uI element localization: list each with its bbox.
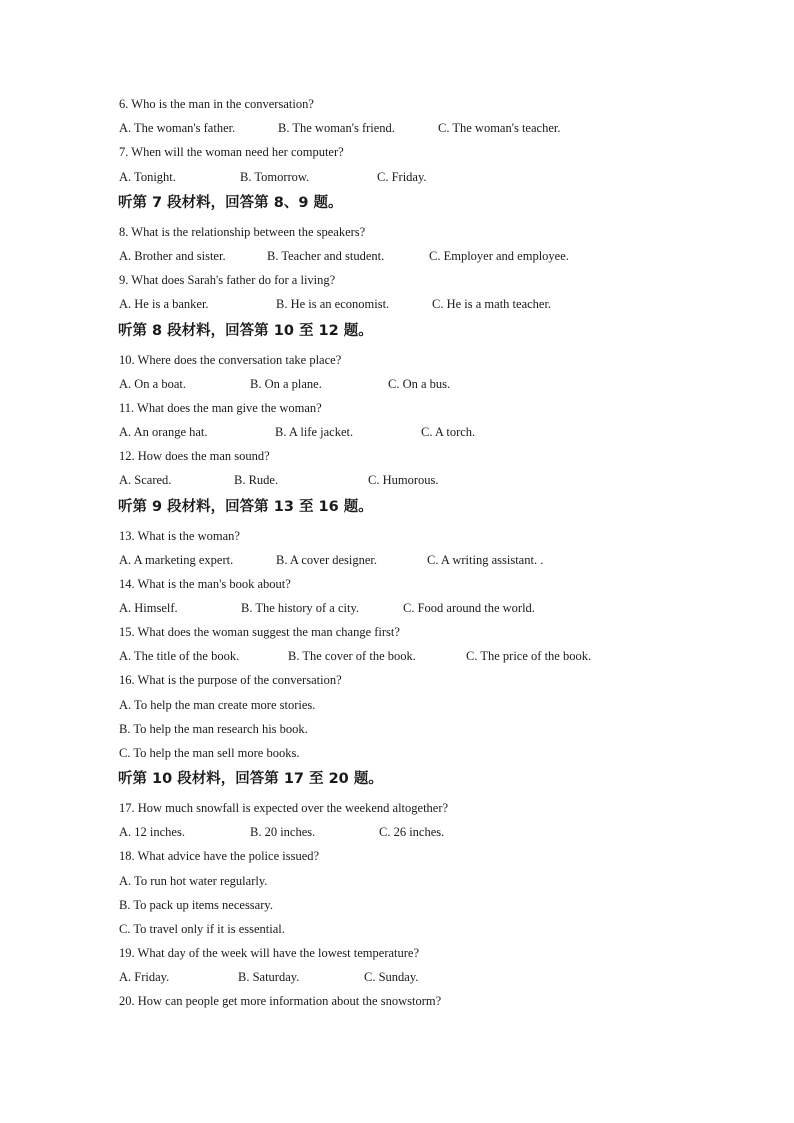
- option-c: C. A writing assistant. .: [427, 553, 544, 567]
- option-b: B. 20 inches.: [250, 825, 316, 839]
- option-b: B. A life jacket.: [275, 425, 354, 439]
- question-8: 8. What is the relationship between the speakers?: [119, 225, 366, 239]
- question-20: 20. How can people get more information about the snowstorm?: [119, 994, 442, 1008]
- option-c: C. Food around the world.: [403, 601, 535, 615]
- option-a: A. The woman's father.: [119, 121, 236, 135]
- option-a: A. Himself.: [119, 601, 178, 615]
- option-b: B. The cover of the book.: [288, 649, 416, 663]
- question-9: 9. What does Sarah's father do for a living?: [119, 273, 336, 287]
- option-a: A. He is a banker.: [119, 297, 209, 311]
- option-b: B. Tomorrow.: [240, 170, 310, 184]
- question-16: 16. What is the purpose of the conversation?: [119, 673, 342, 687]
- option-c: C. 26 inches.: [379, 825, 445, 839]
- option-b: B. He is an economist.: [276, 297, 390, 311]
- option-c: C. Employer and employee.: [429, 249, 569, 263]
- question-13: 13. What is the woman?: [119, 529, 240, 543]
- question-7: 7. When will the woman need her computer?: [119, 145, 344, 159]
- option-c: C. The price of the book.: [466, 649, 592, 663]
- section-heading-9: 听第 9 段材料，回答第 13 至 16 题。: [118, 499, 373, 515]
- option-a: A. Tonight.: [119, 170, 176, 184]
- question-19: 19. What day of the week will have the lowest temperature?: [119, 946, 420, 960]
- option-c: C. Humorous.: [368, 473, 439, 487]
- option-b: B. Saturday.: [238, 970, 300, 984]
- option-a: A. A marketing expert.: [119, 553, 234, 567]
- question-10: 10. Where does the conversation take place?: [119, 353, 342, 367]
- option-b: B. A cover designer.: [276, 553, 378, 567]
- option-c: C. The woman's teacher.: [438, 121, 561, 135]
- option-a: A. On a boat.: [119, 377, 186, 391]
- option-c: C. Friday.: [377, 170, 427, 184]
- option-18-b: B. To pack up items necessary.: [119, 898, 273, 912]
- question-14: 14. What is the man's book about?: [119, 577, 291, 591]
- option-16-b: B. To help the man research his book.: [119, 722, 308, 736]
- question-15: 15. What does the woman suggest the man change first?: [119, 625, 400, 639]
- section-heading-10: 听第 10 段材料，回答第 17 至 20 题。: [118, 771, 383, 787]
- option-b: B. On a plane.: [250, 377, 322, 391]
- question-12: 12. How does the man sound?: [119, 449, 270, 463]
- option-a: A. The title of the book.: [119, 649, 240, 663]
- option-b: B. The history of a city.: [241, 601, 360, 615]
- option-b: B. The woman's friend.: [278, 121, 395, 135]
- option-c: C. A torch.: [421, 425, 476, 439]
- option-a: A. 12 inches.: [119, 825, 185, 839]
- question-18: 18. What advice have the police issued?: [119, 849, 320, 863]
- question-6: 6. Who is the man in the conversation?: [119, 97, 314, 111]
- option-18-a: A. To run hot water regularly.: [119, 874, 268, 888]
- section-heading-8: 听第 8 段材料，回答第 10 至 12 题。: [118, 323, 373, 339]
- section-heading-7: 听第 7 段材料，回答第 8、9 题。: [118, 195, 343, 211]
- option-b: B. Teacher and student.: [267, 249, 385, 263]
- option-c: C. He is a math teacher.: [432, 297, 552, 311]
- option-a: A. Scared.: [119, 473, 172, 487]
- option-16-a: A. To help the man create more stories.: [119, 698, 316, 712]
- option-a: A. An orange hat.: [119, 425, 208, 439]
- option-c: C. On a bus.: [388, 377, 451, 391]
- option-16-c: C. To help the man sell more books.: [119, 746, 300, 760]
- option-a: A. Brother and sister.: [119, 249, 226, 263]
- option-b: B. Rude.: [234, 473, 279, 487]
- option-c: C. Sunday.: [364, 970, 419, 984]
- question-11: 11. What does the man give the woman?: [119, 401, 322, 415]
- question-17: 17. How much snowfall is expected over the weekend altogether?: [119, 801, 449, 815]
- option-a: A. Friday.: [119, 970, 170, 984]
- option-18-c: C. To travel only if it is essential.: [119, 922, 285, 936]
